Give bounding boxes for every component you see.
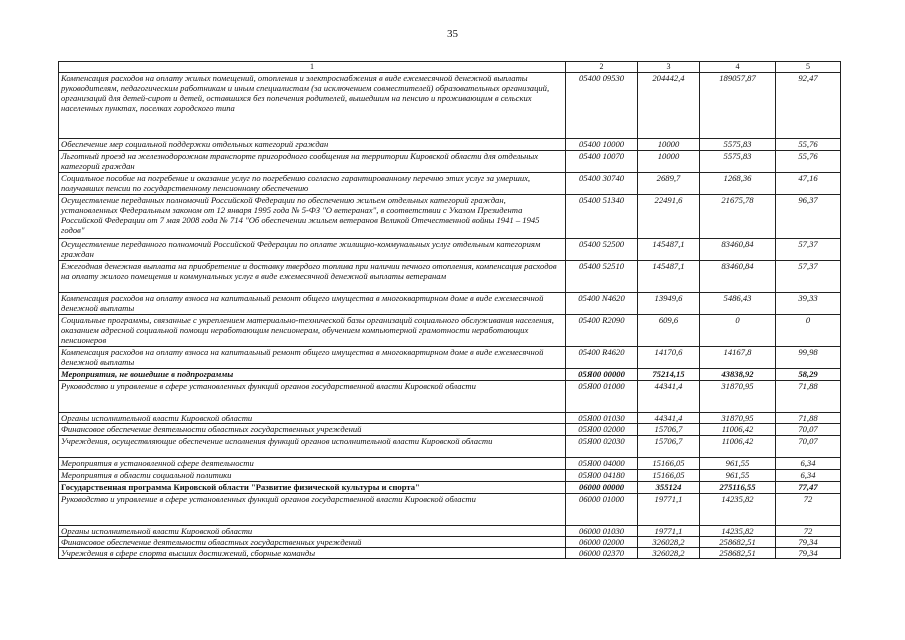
table-row	[59, 139, 841, 151]
row-plan-value: 15166,05	[638, 458, 700, 470]
row-plan-value: 44341,4	[638, 413, 700, 424]
row-plan-value: 15706,7	[638, 436, 700, 458]
row-percent-value: 39,33	[776, 293, 841, 315]
table-row	[59, 436, 841, 458]
row-code: 05400 51340	[566, 195, 638, 239]
table-row	[59, 482, 841, 494]
row-plan-value: 355124	[638, 482, 700, 494]
row-percent-value: 70,07	[776, 436, 841, 458]
row-code: 05400 09530	[566, 73, 638, 139]
row-code: 06000 01000	[566, 494, 638, 526]
table-row	[59, 381, 841, 413]
table-row	[59, 347, 841, 369]
row-code: 05Я00 02000	[566, 424, 638, 436]
row-actual-value: 83460,84	[700, 261, 776, 293]
row-plan-value: 19771,1	[638, 526, 700, 537]
row-actual-value: 5575,83	[700, 151, 776, 173]
row-code: 05Я00 00000	[566, 369, 638, 381]
row-actual-value: 961,55	[700, 458, 776, 470]
row-percent-value: 58,29	[776, 369, 841, 381]
row-name: Учреждения, осуществляющие обеспечение исполнения функций органов исполнительной власти Кировской области	[59, 436, 566, 458]
row-percent-value: 72	[776, 526, 841, 537]
table-row	[59, 413, 841, 424]
table-row	[59, 494, 841, 526]
row-plan-value: 609,6	[638, 315, 700, 347]
budget-table	[58, 61, 841, 559]
row-percent-value: 6,34	[776, 458, 841, 470]
header-row	[59, 62, 841, 73]
row-percent-value: 57,37	[776, 239, 841, 261]
row-plan-value: 15166,05	[638, 470, 700, 482]
row-code: 05400 R2090	[566, 315, 638, 347]
row-code: 06000 01030	[566, 526, 638, 537]
row-plan-value: 15706,7	[638, 424, 700, 436]
header-cell: 3	[638, 62, 700, 73]
row-name: Компенсация расходов на оплату взноса на капитальный ремонт общего имущества в многоквартирном доме в виде ежемесячной денежной выплаты	[59, 293, 566, 315]
row-plan-value: 145487,1	[638, 261, 700, 293]
row-name: Компенсация расходов на оплату жилых помещений, отопления и электроснабжения в виде ежемесячной денежной выплаты руководителям, педагогическим работникам и иным специалистам (за исключением совместителей) образовательных организаций, организаций для детей-сирот и детей, оставшихся без попечения родителей, вышедшим на пенсию и проживающим в сельских населенных пунктах, поселках городского типа	[59, 73, 566, 139]
row-name: Органы исполнительной власти Кировской области	[59, 413, 566, 424]
row-plan-value: 2689,7	[638, 173, 700, 195]
row-plan-value: 204442,4	[638, 73, 700, 139]
row-code: 05Я00 04000	[566, 458, 638, 470]
row-name: Осуществление переданного полномочий Российской Федерации по оплате жилищно-коммунальных услуг отдельным категориям граждан	[59, 239, 566, 261]
row-name: Мероприятия в области социальной политики	[59, 470, 566, 482]
table-row	[59, 424, 841, 436]
row-plan-value: 10000	[638, 151, 700, 173]
table-row	[59, 261, 841, 293]
row-actual-value: 31870,95	[700, 413, 776, 424]
row-plan-value: 10000	[638, 139, 700, 151]
row-name: Государственная программа Кировской области "Развитие физической культуры и спорта"	[59, 482, 566, 494]
row-code: 05Я00 02030	[566, 436, 638, 458]
row-actual-value: 11006,42	[700, 424, 776, 436]
row-code: 05400 52500	[566, 239, 638, 261]
table-row	[59, 293, 841, 315]
row-actual-value: 21675,78	[700, 195, 776, 239]
row-percent-value: 47,16	[776, 173, 841, 195]
table-row	[59, 548, 841, 559]
row-actual-value: 11006,42	[700, 436, 776, 458]
row-actual-value: 258682,51	[700, 537, 776, 548]
row-code: 05400 52510	[566, 261, 638, 293]
row-percent-value: 72	[776, 494, 841, 526]
table-row	[59, 537, 841, 548]
row-percent-value: 71,88	[776, 381, 841, 413]
row-actual-value: 5486,43	[700, 293, 776, 315]
row-code: 05400 R4620	[566, 347, 638, 369]
row-actual-value: 14235,82	[700, 526, 776, 537]
table-row	[59, 73, 841, 139]
table-row	[59, 526, 841, 537]
header-cell: 1	[59, 62, 566, 73]
row-percent-value: 96,37	[776, 195, 841, 239]
row-plan-value: 326028,2	[638, 537, 700, 548]
header-cell: 5	[776, 62, 841, 73]
row-name: Руководство и управление в сфере установленных функций органов государственной власти Кировской области	[59, 381, 566, 413]
row-percent-value: 71,88	[776, 413, 841, 424]
row-percent-value: 55,76	[776, 151, 841, 173]
row-plan-value: 44341,4	[638, 381, 700, 413]
row-name: Учреждения в сфере спорта высших достижений, сборные команды	[59, 548, 566, 559]
table-row	[59, 315, 841, 347]
row-percent-value: 99,98	[776, 347, 841, 369]
row-actual-value: 14167,8	[700, 347, 776, 369]
row-code: 05400 N4620	[566, 293, 638, 315]
row-actual-value: 5575,83	[700, 139, 776, 151]
row-name: Социальное пособие на погребение и оказание услуг по погребению согласно гарантированному перечню этих услуг за умерших, получавших пенсии по государственному пенсионному обеспечению	[59, 173, 566, 195]
row-plan-value: 145487,1	[638, 239, 700, 261]
row-code: 05Я00 04180	[566, 470, 638, 482]
row-code: 05400 30740	[566, 173, 638, 195]
row-actual-value: 189057,87	[700, 73, 776, 139]
row-plan-value: 75214,15	[638, 369, 700, 381]
row-actual-value: 43838,92	[700, 369, 776, 381]
row-actual-value: 83460,84	[700, 239, 776, 261]
row-percent-value: 70,07	[776, 424, 841, 436]
row-actual-value: 31870,95	[700, 381, 776, 413]
row-percent-value: 57,37	[776, 261, 841, 293]
row-name: Органы исполнительной власти Кировской области	[59, 526, 566, 537]
table-row	[59, 458, 841, 470]
row-code: 06000 02370	[566, 548, 638, 559]
table-row	[59, 470, 841, 482]
row-actual-value: 0	[700, 315, 776, 347]
row-code: 05400 10070	[566, 151, 638, 173]
header-cell: 2	[566, 62, 638, 73]
row-code: 05Я00 01030	[566, 413, 638, 424]
row-actual-value: 258682,51	[700, 548, 776, 559]
row-plan-value: 22491,6	[638, 195, 700, 239]
row-percent-value: 0	[776, 315, 841, 347]
table-row	[59, 173, 841, 195]
row-actual-value: 275116,55	[700, 482, 776, 494]
table-row	[59, 151, 841, 173]
row-name: Мероприятия в установленной сфере деятельности	[59, 458, 566, 470]
row-code: 06000 00000	[566, 482, 638, 494]
row-name: Финансовое обеспечение деятельности областных государственных учреждений	[59, 424, 566, 436]
row-name: Социальные программы, связанные с укреплением материально-технической базы организаций социального обслуживания населения, оказанием адресной социальной помощи неработающим пенсионерам, обучением компьютерной грамотности неработающих пенсионеров	[59, 315, 566, 347]
row-percent-value: 79,34	[776, 537, 841, 548]
row-actual-value: 14235,82	[700, 494, 776, 526]
row-percent-value: 92,47	[776, 73, 841, 139]
row-name: Льготный проезд на железнодорожном транспорте пригородного сообщения на территории Кировской области для отдельных категорий граждан	[59, 151, 566, 173]
row-actual-value: 961,55	[700, 470, 776, 482]
row-name: Осуществление переданных полномочий Российской Федерации по обеспечению жильем отдельных категорий граждан, установленных Федеральным законом от 12 января 1995 года № 5-ФЗ "О ветеранах", в соответствии с Указом Президента Российской Федерации от 7 мая 2008 года № 714 "Об обеспечении жильем ветеранов Великой Отечественной войны 1941 – 1945 годов"	[59, 195, 566, 239]
header-cell: 4	[700, 62, 776, 73]
row-name: Финансовое обеспечение деятельности областных государственных учреждений	[59, 537, 566, 548]
table-row	[59, 195, 841, 239]
row-percent-value: 6,34	[776, 470, 841, 482]
row-plan-value: 14170,6	[638, 347, 700, 369]
row-percent-value: 79,34	[776, 548, 841, 559]
table-row	[59, 239, 841, 261]
row-name: Обеспечение мер социальной поддержки отдельных категорий граждан	[59, 139, 566, 151]
row-code: 06000 02000	[566, 537, 638, 548]
row-code: 05400 10000	[566, 139, 638, 151]
page-number: 35	[447, 28, 458, 40]
row-plan-value: 326028,2	[638, 548, 700, 559]
row-actual-value: 1268,36	[700, 173, 776, 195]
row-name: Ежегодная денежная выплата на приобретение и доставку твердого топлива при наличии печного отопления, компенсация расходов на оплату жилого помещения и коммунальных услуг в виде ежемесячной денежной выплаты ветеранам	[59, 261, 566, 293]
row-name: Руководство и управление в сфере установленных функций органов государственной власти Кировской области	[59, 494, 566, 526]
row-percent-value: 77,47	[776, 482, 841, 494]
row-percent-value: 55,76	[776, 139, 841, 151]
row-plan-value: 13949,6	[638, 293, 700, 315]
row-name: Мероприятия, не вошедшие в подпрограммы	[59, 369, 566, 381]
row-code: 05Я00 01000	[566, 381, 638, 413]
row-plan-value: 19771,1	[638, 494, 700, 526]
table-row	[59, 369, 841, 381]
row-name: Компенсация расходов на оплату взноса на капитальный ремонт общего имущества в многоквартирном доме в виде ежемесячной денежной выплаты	[59, 347, 566, 369]
